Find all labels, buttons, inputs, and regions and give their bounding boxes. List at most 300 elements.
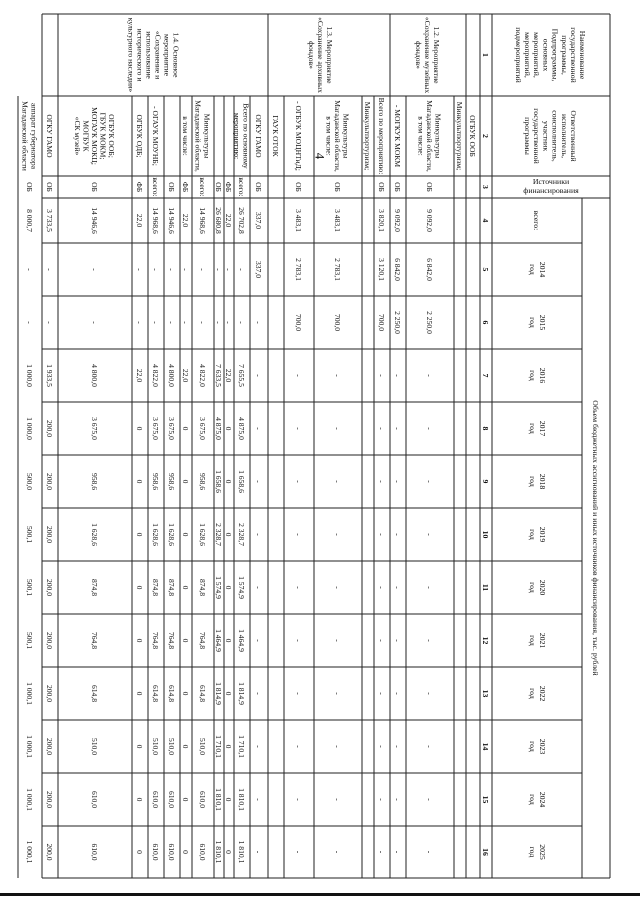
row-responsible: Минкультпортуризм; xyxy=(455,101,464,171)
row-value: 200,0 xyxy=(45,737,54,756)
row-value: 200,0 xyxy=(45,631,54,650)
row-value: 200,0 xyxy=(45,684,54,703)
row-value: 3 675,0 xyxy=(167,417,176,440)
row-value: 1 658,6 xyxy=(214,470,223,493)
row-source: ФБ xyxy=(135,181,144,193)
row-value: 700,0 xyxy=(294,313,303,332)
row-value: - xyxy=(90,268,99,271)
row-value: 0 xyxy=(224,744,233,749)
row-value: - xyxy=(224,321,233,324)
row-value: - xyxy=(333,850,342,854)
row-value: 4 875,0 xyxy=(237,417,246,440)
row-value: - xyxy=(254,692,263,695)
row-value: 958,6 xyxy=(90,472,99,491)
column-number: 10 xyxy=(481,530,490,539)
header-year-unit: год xyxy=(528,741,537,752)
row-value: 874,8 xyxy=(167,578,176,597)
row-responsible: МОГБУК xyxy=(81,120,91,152)
row-value: 610,0 xyxy=(198,790,207,809)
row-responsible: ГБУК МОКМ; xyxy=(98,112,108,160)
column-number: 16 xyxy=(481,848,490,856)
row-value: 0 xyxy=(224,585,233,590)
row-source: ОБ xyxy=(90,182,99,192)
row-value: 1 000,1 xyxy=(25,840,34,864)
header-year: 2021 xyxy=(538,632,547,649)
row-source: ОБ xyxy=(393,182,402,192)
column-number: 7 xyxy=(481,373,490,378)
row-value: - xyxy=(393,586,402,589)
row-value: 0 xyxy=(181,479,190,484)
row-value: - xyxy=(254,850,263,854)
name-block-line: «Сохранение архивных xyxy=(316,17,325,93)
row-responsible: Минкультуры xyxy=(433,113,443,159)
row-responsible: аппарат губернатора xyxy=(29,102,39,170)
row-value: 764,8 xyxy=(90,631,99,650)
row-responsible: в том числе: xyxy=(324,116,334,156)
row-value: - xyxy=(294,745,303,748)
row-value: 9 092,0 xyxy=(425,209,434,232)
column-number: 12 xyxy=(481,636,490,645)
header-year: 2024 xyxy=(538,791,547,808)
header-year-unit: год xyxy=(528,529,537,540)
row-responsible: Всего по мероприятию: xyxy=(377,97,386,175)
row-value: 22,0 xyxy=(224,213,233,228)
header-year-unit: год xyxy=(528,688,537,699)
row-value: - xyxy=(167,268,176,271)
row-value: - xyxy=(294,480,303,483)
row-value: 764,8 xyxy=(151,631,160,650)
row-source: ОБ xyxy=(25,182,34,192)
row-value: - xyxy=(425,745,434,748)
name-block-line: культурного наследия» xyxy=(126,17,136,93)
row-responsible: в том числе: xyxy=(416,116,426,156)
row-responsible: Магаданской области, xyxy=(425,100,434,172)
header-year-unit: год xyxy=(528,846,537,858)
row-value: 610,0 xyxy=(198,843,207,861)
row-value: - xyxy=(198,321,207,324)
row-value: - xyxy=(377,639,386,642)
row-responsible: - ОГБУК МОЦНТиД; xyxy=(294,101,303,171)
row-value: 0 xyxy=(135,744,144,749)
header-name-col: мероприятий, xyxy=(523,32,532,78)
row-responsible: Магаданской области, xyxy=(333,100,342,172)
row-value: 1 814,9 xyxy=(214,682,223,705)
row-value: 1 000,1 xyxy=(25,788,34,811)
row-value: 4 800,0 xyxy=(167,364,176,387)
row-responsible: мероприятию: xyxy=(232,112,242,160)
row-value: 1 814,9 xyxy=(237,682,246,705)
row-value: 700,0 xyxy=(377,313,386,332)
row-value: 0 xyxy=(224,797,233,802)
row-value: 200,0 xyxy=(45,578,54,597)
row-value: - xyxy=(214,268,223,271)
column-number: 2 xyxy=(481,134,490,138)
header-resp-col: исполнитель, xyxy=(559,113,569,159)
row-value: - xyxy=(135,268,144,271)
row-responsible: Минкультуры xyxy=(341,113,351,159)
row-value: - xyxy=(377,427,386,430)
column-number: 1 xyxy=(481,53,490,57)
header-name-col: Наименование xyxy=(578,30,588,80)
row-value: 22,0 xyxy=(181,368,190,383)
header-name-col: подмероприятий xyxy=(513,27,523,83)
row-value: 3 820,1 xyxy=(377,209,386,232)
row-responsible: ГАУК ОТОК xyxy=(271,115,280,157)
column-number: 6 xyxy=(481,320,490,325)
header-year-unit: год xyxy=(528,794,537,805)
row-source: ОБ xyxy=(377,182,386,192)
header-resp-col: Ответственный xyxy=(569,110,578,162)
row-value: 3 675,0 xyxy=(151,417,160,440)
row-value: 1 000,1 xyxy=(25,682,34,705)
column-number: 9 xyxy=(481,479,490,484)
row-value: 200,0 xyxy=(45,525,54,544)
row-value: - xyxy=(254,798,263,801)
row-value: 874,8 xyxy=(198,578,207,597)
row-value: 2 328,7 xyxy=(214,523,223,546)
name-block-line: «Сохранение музейных xyxy=(423,16,432,94)
column-number: 13 xyxy=(481,689,490,698)
row-value: 0 xyxy=(135,691,144,696)
row-responsible: Магаданской области xyxy=(20,101,30,171)
row-value: - xyxy=(90,321,99,324)
row-value: - xyxy=(151,321,160,324)
row-value: 14 946,6 xyxy=(90,207,99,234)
row-value: - xyxy=(393,480,402,483)
row-value: 0 xyxy=(224,532,233,537)
row-value: 510,0 xyxy=(151,737,160,756)
row-source: ОБ xyxy=(333,182,342,192)
header-year-unit: год xyxy=(528,370,537,381)
column-number: 14 xyxy=(481,742,490,751)
row-value: - xyxy=(425,480,434,483)
header-resp-col: участник xyxy=(541,120,551,152)
row-value: - xyxy=(425,427,434,430)
row-value: - xyxy=(333,427,342,430)
header-year: 2014 xyxy=(538,261,547,278)
row-value: 26 680,8 xyxy=(214,207,223,234)
row-value: 1 810,1 xyxy=(214,840,223,864)
row-source: всего: xyxy=(198,177,207,197)
row-value: - xyxy=(167,321,176,324)
row-value: - xyxy=(294,427,303,430)
header-name-col: программы, xyxy=(559,35,569,75)
header-year-unit: год xyxy=(528,317,537,328)
row-value: 1 810,1 xyxy=(237,840,246,864)
row-value: 0 xyxy=(224,426,233,431)
row-responsible: Всего по основному xyxy=(241,103,251,169)
header-year-unit: год xyxy=(528,476,537,487)
header-year-unit: год xyxy=(528,264,537,275)
row-value: 1 710,1 xyxy=(237,735,246,758)
row-value: - xyxy=(425,374,434,377)
row-value: 1 000,0 xyxy=(25,364,34,387)
row-value: 9 092,0 xyxy=(393,209,402,232)
row-value: 614,8 xyxy=(198,684,207,703)
row-value: 0 xyxy=(135,797,144,802)
name-block-line: исторического и xyxy=(135,28,145,82)
row-source: ОБ xyxy=(214,182,223,192)
row-value: 0 xyxy=(181,797,190,802)
row-responsible: Минкультпортуризм; xyxy=(363,101,372,171)
row-value: 610,0 xyxy=(90,790,99,809)
row-value: 500,1 xyxy=(25,631,34,650)
name-block-line: фондов» xyxy=(414,41,423,69)
header-src-col: финансирования xyxy=(523,186,579,195)
row-value: - xyxy=(377,586,386,589)
row-value: 3 120,1 xyxy=(377,258,386,281)
row-value: 337,0 xyxy=(254,211,263,230)
row-value: - xyxy=(294,850,303,854)
row-value: - xyxy=(45,321,54,324)
row-value: - xyxy=(237,321,246,324)
name-block-line: «Сохранение и xyxy=(153,30,163,80)
row-value: 14 968,6 xyxy=(151,207,160,234)
row-value: 958,6 xyxy=(167,472,176,491)
row-value: - xyxy=(393,745,402,748)
row-value: - xyxy=(425,533,434,536)
row-value: 4 875,0 xyxy=(214,417,223,440)
name-block-line: фондов» xyxy=(307,41,316,69)
column-number: 11 xyxy=(481,583,490,592)
row-responsible: ОГБУК ООБ; xyxy=(107,114,117,158)
row-value: 0 xyxy=(224,691,233,696)
column-number: 4 xyxy=(481,218,490,223)
row-value: 200,0 xyxy=(45,843,54,861)
row-value: 0 xyxy=(224,479,233,484)
row-responsible: ОГКУ ГАМО xyxy=(254,114,263,158)
row-value: 610,0 xyxy=(151,843,160,861)
header-year: 2015 xyxy=(538,314,547,331)
name-block-line: 1.4. Основное xyxy=(171,32,181,78)
name-block-line: использование xyxy=(144,31,154,79)
header-src-col: Источники xyxy=(532,177,570,186)
row-value: 4 800,0 xyxy=(90,364,99,387)
row-source: ОБ xyxy=(45,182,54,192)
row-value: - xyxy=(254,586,263,589)
row-value: 2 783,1 xyxy=(294,258,303,281)
header-year: 2022 xyxy=(538,685,547,702)
row-responsible: ОГБУК ОДБ; xyxy=(135,114,144,158)
row-value: 22,0 xyxy=(224,368,233,383)
row-value: 1 810,1 xyxy=(237,788,246,811)
row-value: 0 xyxy=(181,585,190,590)
row-source: ОБ xyxy=(167,182,176,192)
row-responsible: ОГКУ ГАМО xyxy=(45,114,54,158)
row-value: - xyxy=(425,692,434,695)
row-value: 3 483,1 xyxy=(333,209,342,232)
row-value: - xyxy=(333,480,342,483)
row-value: 1 628,6 xyxy=(167,523,176,546)
row-value: 610,0 xyxy=(151,790,160,809)
header-year: 2025 xyxy=(538,844,547,860)
row-value: 958,6 xyxy=(198,472,207,491)
column-number: 5 xyxy=(481,267,490,272)
row-value: - xyxy=(393,692,402,695)
row-value: - xyxy=(181,321,190,324)
row-value: 8 000,7 xyxy=(25,209,34,232)
row-value: 500,1 xyxy=(25,525,34,544)
row-value: 0 xyxy=(135,532,144,537)
row-value: - xyxy=(254,745,263,748)
row-value: - xyxy=(135,321,144,324)
row-value: 6 842,0 xyxy=(425,258,434,281)
row-value: 14 946,6 xyxy=(167,207,176,234)
row-value: 0 xyxy=(135,426,144,431)
row-value: 3 675,0 xyxy=(90,417,99,440)
row-value: 22,0 xyxy=(181,213,190,228)
row-value: 1 000,0 xyxy=(25,417,34,440)
row-value: - xyxy=(294,586,303,589)
row-value: - xyxy=(425,586,434,589)
row-value: 874,8 xyxy=(90,578,99,597)
row-source: ФБ xyxy=(224,181,233,193)
header-year: 2020 xyxy=(538,579,547,596)
row-value: 610,0 xyxy=(90,843,99,861)
row-value: 500,0 xyxy=(25,472,34,491)
row-value: 0 xyxy=(135,638,144,643)
row-value: 26 702,8 xyxy=(237,207,246,234)
row-source: ОБ xyxy=(425,182,434,192)
row-value: 764,8 xyxy=(167,631,176,650)
row-value: - xyxy=(393,850,402,854)
row-value: 0 xyxy=(135,850,144,854)
row-value: 337,0 xyxy=(254,260,263,279)
row-value: - xyxy=(45,268,54,271)
row-value: 22,0 xyxy=(135,213,144,228)
row-value: - xyxy=(393,639,402,642)
row-value: - xyxy=(377,374,386,377)
row-value: - xyxy=(393,798,402,801)
row-value: - xyxy=(333,745,342,748)
row-value: - xyxy=(294,639,303,642)
row-value: - xyxy=(181,268,190,271)
row-value: 1 628,6 xyxy=(198,523,207,546)
header-year-unit: год xyxy=(528,423,537,434)
row-value: 0 xyxy=(135,585,144,590)
row-value: 0 xyxy=(181,744,190,749)
row-value: 1 574,9 xyxy=(214,576,223,599)
row-value: 1 628,6 xyxy=(151,523,160,546)
row-value: - xyxy=(425,850,434,854)
header-year: 2017 xyxy=(538,420,547,437)
row-value: 510,0 xyxy=(167,737,176,756)
row-value: 510,0 xyxy=(198,737,207,756)
row-value: 2 250,0 xyxy=(393,311,402,334)
row-value: 874,8 xyxy=(151,578,160,597)
row-value: 22,0 xyxy=(135,368,144,383)
header-name-col: Подпрограммы, xyxy=(550,28,560,82)
row-value: 700,0 xyxy=(333,313,342,332)
row-value: 4 822,0 xyxy=(151,364,160,387)
row-value: 614,8 xyxy=(90,684,99,703)
header-year-unit: год xyxy=(528,635,537,646)
row-value: 1 000,1 xyxy=(25,735,34,758)
name-block-line: 1.2. Мероприятие xyxy=(432,26,441,84)
row-value: 1 574,9 xyxy=(237,576,246,599)
row-value: - xyxy=(377,798,386,801)
row-value: 614,8 xyxy=(151,684,160,703)
row-value: - xyxy=(151,268,160,271)
row-value: - xyxy=(294,798,303,801)
row-value: - xyxy=(333,586,342,589)
row-value: 0 xyxy=(181,532,190,537)
row-value: 6 842,0 xyxy=(393,258,402,281)
row-responsible: в том числе: xyxy=(181,116,190,156)
header-resp-col: программы xyxy=(523,117,532,155)
row-value: - xyxy=(254,321,263,324)
row-value: - xyxy=(425,639,434,642)
row-value: 14 968,6 xyxy=(198,207,207,234)
row-value: 1 933,5 xyxy=(45,364,54,387)
column-number: 15 xyxy=(481,795,490,804)
row-value: - xyxy=(393,427,402,430)
row-value: - xyxy=(254,427,263,430)
row-value: 200,0 xyxy=(45,419,54,438)
row-value: - xyxy=(224,268,233,271)
page-number: 4 xyxy=(312,152,328,160)
row-value: - xyxy=(333,639,342,642)
row-value: 610,0 xyxy=(167,790,176,809)
row-responsible: Минкультуры xyxy=(202,113,212,159)
row-responsible: МОГАУК МОКЦ; xyxy=(90,107,99,165)
row-value: 0 xyxy=(224,638,233,643)
row-source: всего: xyxy=(237,177,246,197)
row-value: - xyxy=(254,480,263,483)
row-value: - xyxy=(254,374,263,377)
row-value: - xyxy=(254,533,263,536)
row-responsible: Магаданской области, xyxy=(193,100,203,172)
row-value: 0 xyxy=(135,479,144,484)
row-value: - xyxy=(333,692,342,695)
header-name-col: мероприятий, xyxy=(532,32,542,78)
header-year-unit: год xyxy=(528,582,537,593)
column-number: 3 xyxy=(481,185,490,189)
row-value: 2 783,1 xyxy=(333,258,342,281)
row-value: - xyxy=(294,533,303,536)
row-source: ФБ xyxy=(181,181,190,193)
row-value: 2 328,7 xyxy=(237,523,246,546)
row-value: 4 822,0 xyxy=(198,364,207,387)
row-value: 500,1 xyxy=(25,578,34,597)
row-value: 200,0 xyxy=(45,790,54,809)
row-source: ОБ xyxy=(294,182,303,192)
row-source: всего: xyxy=(151,177,160,197)
row-value: - xyxy=(294,374,303,377)
row-value: 0 xyxy=(181,691,190,696)
row-value: - xyxy=(377,745,386,748)
row-value: 1 710,1 xyxy=(214,735,223,758)
header-resp-col: соисполнитель, xyxy=(550,110,560,162)
row-value: 7 655,5 xyxy=(237,364,246,387)
row-responsible: - ОГАУК МОУНБ; xyxy=(151,106,160,166)
row-value: 0 xyxy=(224,850,233,854)
row-value: 3 733,5 xyxy=(45,209,54,232)
row-value: 1 810,1 xyxy=(214,788,223,811)
row-value: 7 633,5 xyxy=(214,364,223,387)
header-year: 2023 xyxy=(538,738,547,755)
row-value: 610,0 xyxy=(167,843,176,861)
row-value: - xyxy=(214,321,223,324)
row-value: - xyxy=(25,268,34,271)
row-value: - xyxy=(198,268,207,271)
row-value: - xyxy=(333,374,342,377)
row-value: - xyxy=(377,533,386,536)
row-responsible: - МОГКУК МОКМ xyxy=(393,104,402,168)
row-value: 1 658,6 xyxy=(237,470,246,493)
footer-rule xyxy=(0,893,640,896)
row-value: 958,6 xyxy=(151,472,160,491)
